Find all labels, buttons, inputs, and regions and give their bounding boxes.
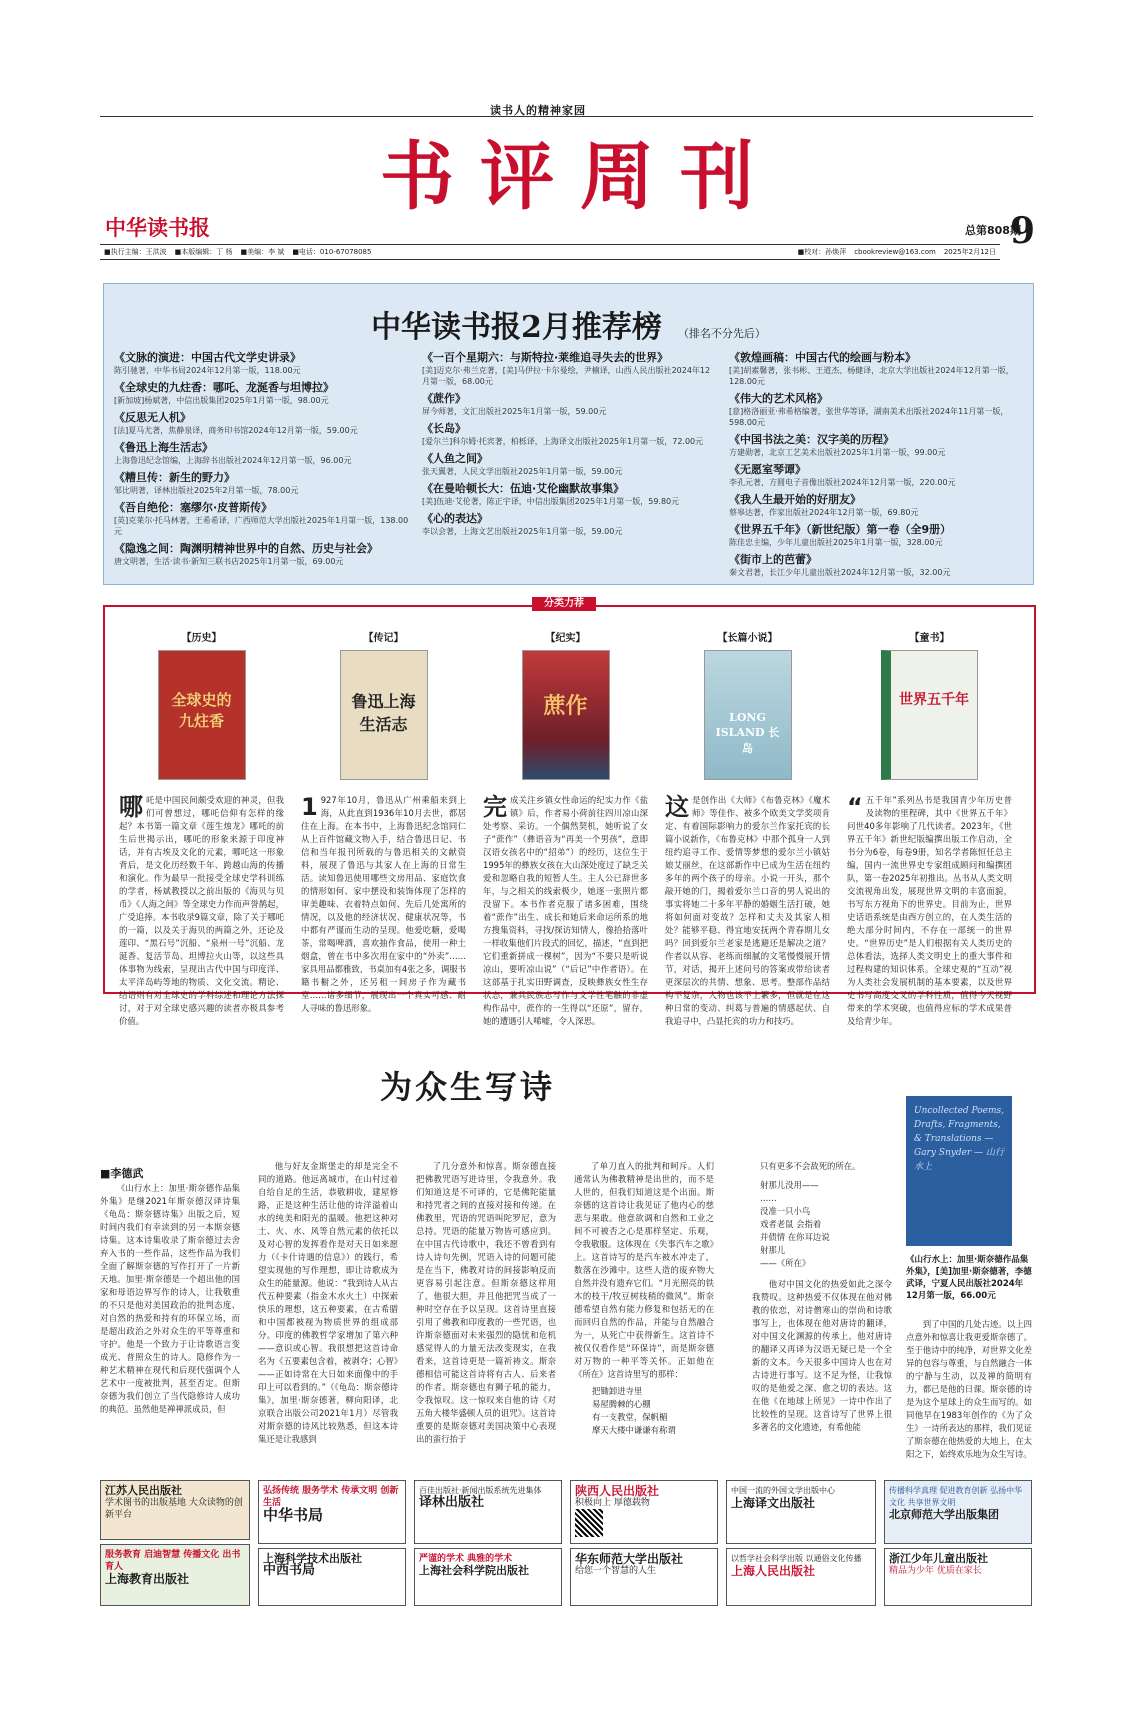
qr-code-icon bbox=[575, 1509, 603, 1537]
ad-shanghai-people: 以哲学社会科学出版 以通俗文化传播 上海人民出版社 bbox=[726, 1548, 876, 1606]
essay-column-4: 了单刀直入的批判和呵斥。人们通常认为佛教精神是出世的，而不是人世的，但我们知道这是个出面。斯奈德的这首诗让我见证了他内心的慈悲与果敢。他意欲调和自然和工业之间不可被否之心是那样坚定、乐观，令我敬服。这体现在《失事汽车之歌》上。这首诗写的是汽车被水冲走了，数落在沙滩中。这些人造的废弃物大自然并没有遗弃它们。“月光照亮的铁木的枝干/牧豆树枝稍的微风”。斯奈德希望自然有能力修复和包括无的在而回归自然的作品，并能与自然融合为一，从死亡中获得新生。这首诗不被仅仅看作是“环保诗”，而是斯奈德对万物的一种平等关怀。正如他在《所在》这首诗里写的那样： 把锄卸进寺里 易屋腾棘的心棚 有一支教堂，保帆楣 摩天大楼中谦谦有称谓 bbox=[574, 1161, 714, 1435]
book-entry: 《无愿室琴谭》 李孔元著，方圆电子音像出版社2024年12月第一版，220.00元 bbox=[729, 463, 956, 487]
category-blurb: 这是创作出《大师》《布鲁克林》《魔术师》等佳作、被多个欧美文学奖项肯定、有着国际影响力的爱尔兰作家托宾的长篇小说新作，《布鲁克林》中那个孤身一人到纽约追寻工作、爱情等梦想的爱尔兰小镇姑娘艾丽丝，在这部新作中已成为生活在纽约多年的两个孩子的母亲。小说一开头，那个敲开她的门，揭着爱尔兰口音的男人说出的事实将她二十多年平静的婚姻生活打破，她将如何面对变故？怎样和丈夫及其家人相处？能够平稳、得宜地安抚两个青春期儿女吗？回到爱尔兰老家是逃避还是解决之道？作者以从容、老练而细腻的文笔慢慢展开情节，对话，揭开上述问号的答案或带给读者更深层次的共情、想象、思考。整部作品结构不复杂，人物也该不上繁多，但就是在这种日常的变动、纠葛与普遍的情感起伏、自我追寻中，凸显托宾的功力和技巧。 bbox=[665, 793, 830, 1026]
book-entry: 《蔗作》 屏今师著，文汇出版社2025年1月第一版，59.00元 bbox=[422, 392, 607, 416]
recommend-column-2 bbox=[422, 351, 717, 542]
ad-yilin: 百佳出版社·新闻出版系统先进集体 译林出版社 bbox=[414, 1480, 562, 1544]
staff-proofreader: ■校对：孙焕萍 bbox=[797, 248, 847, 256]
staff-phone: ■电话：010-67078085 bbox=[292, 248, 372, 256]
staff-editor-in-chief: ■执行主编：王洪波 bbox=[104, 248, 167, 256]
recommend-column-1 bbox=[114, 351, 409, 572]
recommend-note: （排名不分先后） bbox=[677, 327, 766, 340]
publish-date: 2025年2月12日 bbox=[943, 248, 996, 256]
book-cover: 全球史的九炷香 bbox=[158, 650, 246, 780]
book-entry: 《文脉的演进：中国古代文学史讲录》 陈引驰著，中华书局2024年12月第一版，118.00元 bbox=[114, 351, 301, 375]
poem-excerpt: 把锄卸进寺里 易屋腾棘的心棚 有一支教堂，保帆楣 摩天大楼中谦谦有称谓 bbox=[592, 1386, 676, 1435]
essay-column-3: 了几分意外和惊喜。斯奈德直接把佛教咒语写进诗里，令我意外。我们知道这是不可译的，它是佛陀能量和持咒者之间的直接对接和传递。在佛教里，咒语的咒语叫陀罗尼，意为总持。咒语的能量万物皆可感应到。在中国古代诗歌中，我还不曾看到有诗人诗句先例，咒语入诗的问题可能是在当下，佛教对诗的间接影响反而更容易引起注意。但斯奈德这样用了，他很大胆，并且他把咒当成了一种时空存在予以呈现。这首诗里直接引用了佛教和印度教的一些咒语，也许斯奈德面对未来强烈的隐忧和危机感觉得人的力量无法改变现实，在我看来，这首诗更是一篇祈祷文。斯奈德相信可能这首诗将有古人、后来者的作者。斯奈德也有狮子吼的能力，令我惊叹。这一惊叹来自他的诗《对五角大楼华盛顿人员的诅咒》。这首诗重要的是斯奈德对美国决策中心表现出的蛮行抬于 bbox=[416, 1161, 556, 1444]
book-entry: 《糟旦传：新生的野力》 邹比明著，译林出版社2025年2月第一版，78.00元 bbox=[114, 471, 299, 495]
essay-book-cover: Uncollected Poems, Drafts, Fragments, & Translations — Gary Snyder — 山行水上 bbox=[906, 1096, 1012, 1246]
staff-bar bbox=[100, 244, 1000, 260]
book-entry: 《伟大的艺术风格》 [意]格洛丽亚·弗希格编著，张世华等译，湖南美术出版社2024年11月第一版，598.00元 bbox=[729, 392, 1009, 427]
category-blurb: 哪吒是中国民间颇受欢迎的神灵，但我们可曾想过，哪吒信仰有怎样的缘起？本书第一篇文章《莲生烛龙》哪吒的前生后世揭示出，哪吒的形象来源于印度神话，并有古埃及文化的元素，哪吒这一形象背后，是文化历经数千年、跨越山海的传播和演化。作为最早一批接受全球史学科训练的学者，杨斌教授以之前出版的《海贝与贝币》《人海之间》等全球史力作而声誉鹊起，广受追捧。本书收录9篇文章，除了关于哪吒的一篇，以及关于海贝的两篇之外，还论及莲印、“黑石号”沉船、“泉州一号”沉船、龙涎香、复活节岛、坦博拉火山等，以这些具体事物为线索，呈现出古代中国与印度洋、太平洋岛屿等地的物质、文化交流。精论、结语则有对全球史的学科综述和理论方法探讨，对于对全球史感兴趣的读者亦极具参考价值。 bbox=[119, 793, 284, 1026]
book-cover: 蔗作 bbox=[522, 650, 610, 780]
essay-title: 为众生写诗 bbox=[380, 1068, 556, 1106]
ad-shanghai-translation: 中国一流的外国文学出版中心 上海译文出版社 bbox=[726, 1480, 876, 1544]
category-children: 【童书】 世界五千年 “ 五千年”系列丛书是我国青少年历史普及读物的里程碑，其中《世界五千年》问世40多年影响了几代读者。2023年，《世界五千年》新世纪版编撰出版工作启动，全书分为6卷，每卷9册，知名学者陈恒任总主编，国内一流世界史专家组成顾问和编撰团队，第一卷2025年初推出。丛书从人类文明交流视角出发，展现世界文明的丰富面貌，书写东方视角下的世界史。目前为止，世界史话语系统是由西方创立的，在人类生活的绝大部分时间内，不存在一部统一的世界史。“世界历史”是人们根据有关人类历史的总体看法，选择人类文明史上的重大事件和过程构建的知识体系。全球史观的“互动”视为人类社会发展机制的基本要素，以及世界史书写高度交叉的学科性质，值得今天视野带来的学术突破，也值得应标的学术成果普及给青少年。 bbox=[847, 633, 1012, 1026]
category-documentary: 【纪实】 蔗作 完成关注乡镇女性命运的纪实力作《盐镇》后，作者易小荷前往四川凉山深处考察、采访。一个偶然契机，她听说了女子“蔗作”（彝语音为“再美一个男孩”，意即汉语女孩名中的“招弟”）的经历，这位生于1995年的彝族女孩在大山深处度过了缺乏关爱和忽略自我的短暂人生。主人公已辞世多年，与之相关的线索极少，她逐一张照片都没留下。本书作者克服了诸多困难，围绕着“蔗作”出生、成长和她后来命运所系的地方搜集资料，寻找/探访知情人，像拾拾落叶一样收集他们片段式的回忆，描述，“直到把它们重新拼成一棵树”，因为“不要只是听说凉山，要听凉山说”（“后记”中作者语）。在这部基于扎实田野调查，反映彝族女性生存状态，兼具民族志写作与文学性笔触的非虚构作品中，蔗作的一生得以“还原”，留存，她的遭遇引人唏嘘，令人深思。 bbox=[483, 633, 648, 1026]
recommend-title: 中华读书报2月推荐榜 （排名不分先后） bbox=[371, 310, 766, 345]
book-entry: 《全球史的九炷香：哪吒、龙涎香与坦博拉》 [新加坡]杨斌著，中信出版集团2025年1月第一版，98.00元 bbox=[114, 381, 334, 405]
book-entry: 《鲁迅上海生活志》 上海鲁迅纪念馆编，上海辞书出版社2024年12月第一版，96.00元 bbox=[114, 441, 352, 465]
book-entry: 《一百个星期六：与斯特拉·莱维追寻失去的世界》 [美]迈克尔·弗兰克著，[美]马伊拉·卡尔曼绘，尹楠译，山西人民出版社2024年12月第一版，68.00元 bbox=[422, 351, 711, 386]
book-entry: 《我人生最开始的好朋友》 蔡皋达著，作家出版社2024年12月第一版，69.80元 bbox=[729, 493, 919, 517]
category-biography: 【传记】 鲁迅上海生活志 1 927年10月，鲁迅从广州乘船来到上海，从此直到1936年10月去世，都居住在上海。在本书中，上海鲁迅纪念馆同仁从上百件馆藏文物入手，结合鲁迅日记、书信和当年报刊所载的与鲁迅相关的文献资料，展现了鲁迅与其家人在上海的日常生活。读知鲁迅使用哪些文房用品、家庭饮食的情形如何、家中摆设和装饰体现了怎样的审美趣味、衣着特点如何、先后几处寓所的情况，以及他的经济状况、健康状况等，书中都有严谨而生动的呈现。他爱吃糖，爱喝茶，常喝啤酒，喜欢抽作食品，使用一种土烟盒，曾在书中多次用在家中的“外卖”……家具用品都雅致，书桌加有4张之多，调服书籍书橱之外，还另租一间房子作为藏书室……诸多细节，展现出一个真实可感、耐人寻味的鲁迅形象。 bbox=[301, 633, 466, 1013]
ad-shanghai-science: 上海科学技术出版社 中西书局 bbox=[258, 1548, 406, 1606]
top-rule bbox=[100, 116, 1033, 117]
book-entry: 《世界五千年》（新世纪版）第一卷（全9册） 陈佳忠主编，少年儿童出版社2025年1月第一版，328.00元 bbox=[729, 523, 952, 547]
category-novel: 【长篇小说】 LONG ISLAND 长岛 这是创作出《大师》《布鲁克林》《魔术师》等佳作、被多个欧美文学奖项肯定、有着国际影响力的爱尔兰作家托宾的长篇小说新作，《布鲁克林》中那个孤身一人到纽约追寻工作、爱情等梦想的爱尔兰小镇姑娘艾丽丝，在这部新作中已成为生活在纽约多年的两个孩子的母亲。小说一开头，那个敲开她的门，揭着爱尔兰口音的男人说出的事实将她二十多年平静的婚姻生活打破，她将如何面对变故？怎样和丈夫及其家人相处？能够平稳、得宜地安抚两个青春期儿女吗？回到爱尔兰老家是逃避还是解决之道？作者以从容、老练而细腻的文笔慢慢展开情节，对话，揭开上述问号的答案或带给读者更深层次的共情、想象、思考。整部作品结构不复杂，人物也该不上繁多，但就是在这种日常的变动、纠葛与普遍的情感起伏、自我追寻中，凸显托宾的功力和技巧。 bbox=[665, 633, 830, 1026]
book-cover: 鲁迅上海生活志 bbox=[340, 650, 428, 780]
ad-ecnu-press: 华东师范大学出版社 给您一个智慧的人生 bbox=[570, 1548, 718, 1606]
masthead-title: 书评周刊 bbox=[380, 134, 780, 220]
book-entry: 《街市上的芭蕾》 秦文君著，长江少年儿童出版社2024年12月第一版，32.00元 bbox=[729, 553, 951, 577]
book-entry: 《隐逸之间：陶渊明精神世界中的自然、历史与社会》 唐文明著，生活·读书·新知三联书店2025年1月第一版，69.00元 bbox=[114, 542, 378, 566]
recommend-box bbox=[103, 283, 1034, 585]
category-blurb: “ 五千年”系列丛书是我国青少年历史普及读物的里程碑，其中《世界五千年》问世40多年影响了几代读者。2023年，《世界五千年》新世纪版编撰出版工作启动，全书分为6卷，每卷9册，知名学者陈恒任总主编，国内一流世界史专家组成顾问和编撰团队，第一卷2025年初推出。丛书从人类文明交流视角出发，展现世界文明的丰富面貌，书写东方视角下的世界史。目前为止，世界史话语系统是由西方创立的，在人类生活的绝大部分时间内，不存在一部统一的世界史。“世界历史”是人们根据有关人类历史的总体看法，选择人类文明史上的重大事件和过程构建的知识体系。全球史观的“互动”视为人类社会发展机制的基本要素，以及世界史书写高度交叉的学科性质，值得今天视野带来的学术突破，也值得应标的学术成果普及给青少年。 bbox=[847, 793, 1012, 1026]
ad-shaanxi-people: 陕西人民出版社 积极向上 厚德载物 bbox=[570, 1480, 718, 1544]
ad-shanghai-education: 服务教育 启迪智慧 传播文化 出书育人 上海教育出版社 bbox=[100, 1544, 250, 1606]
ad-bnu-publishing: 传播科学真理 促进教育创新 弘扬中华文化 共享世界文明 北京师范大学出版集团 bbox=[884, 1480, 1032, 1544]
book-cover: LONG ISLAND 长岛 bbox=[704, 650, 792, 780]
ad-zhejiang-juvenile: 浙江少年儿童出版社 精品为少年 优质在家长 bbox=[884, 1548, 1032, 1606]
staff-designer: ■美编：李 斌 bbox=[240, 248, 285, 256]
staff-email: cbookreview@163.com bbox=[854, 248, 936, 256]
page-number: 9 bbox=[1010, 210, 1036, 252]
essay-column-6: 到了中国的几处古迹。以上四点意外和惊喜让我更爱斯奈德了。至于他诗中的纯净，对世界文化差异的包容与尊重，与自然融合一体的宁静与生动，以及禅的简明有力，都已是他的日课。斯奈德的诗是为这个星球上的众生而写的。如同他早在1983年创作的《为了众生》一诗所表达的那样，我们见证了斯奈德在他热爱的大地上，在太阳之下，始终欢乐地为众生写诗。 bbox=[906, 1319, 1032, 1459]
ad-jiangsu-people: 江苏人民出版社 学术图书的出版基地 大众读物的创新平台 bbox=[100, 1480, 250, 1540]
book-entry: 《反思无人机》 [法]夏马尤著，焦静泉译，商务印书馆2024年12月第一版，59.00元 bbox=[114, 411, 358, 435]
category-picks-box bbox=[103, 605, 1036, 1026]
essay-column-5: 只有更多不会敌死的所在。 射那儿没用—— …… 没准一只小鸟 戏者老鼠 会指着 并债情 在你耳边说 射那儿 ——《所在》 他对中国文化的热爱如此之深令我赞叹。这种热爱不仅体现在他对佛教的依恋，对诗僧寒山的崇尚和诗歌事写上，也体现在他对唐诗的翻译，对中国文化渊源的传承上。他对唐诗的翻译又再译为汉语无疑已是一个全新的文本。今天很多中国诗人也在对古诗进行事写。这不足为怪，让我惊叹的是他爱之深、愈之切的表达。这在他《在地球上所见》一诗中作出了比较性的呈现。这首诗写了世界上很多著名的文化遗迹，有希他能 bbox=[752, 1161, 892, 1432]
ad-shanghai-social-sciences: 严谨的学术 典雅的学术 上海社会科学院出版社 bbox=[414, 1548, 562, 1606]
essay-column-2: 他与好友金斯堡走的却是完全不同的道路。他远离城市，在山村过着自给自足的生活，恭敬耕收，建屋修路，正是这种生活让他的诗洋溢着山水的纯美和阳光的温暖。他把这种对土、火、水、风等自然元素的依托以及对心智的发挥看作是对天日如来愿力（《卡什诗遇的信息》）的践行，希望实现他的写作理想，即让诗歌成为众生的能量源。他说：“我到诗人从古代五种要素（指金木水火土）中探索快乐的理想，这五种要素，在古希腊和中国都被视为物质世界的组成部分。印度的佛教哲学家增加了第六种——意识或心智。我很想把这首诗命名为《五要素包含着，被剥夺；心智》——正如诗常在大日如来面像中的手印上可以看到的。”（《龟岛：斯奈德诗集》，加里·斯奈德著，柳向阳译，北京联合出版公司2021年1月）尽管我对斯奈德的诗风比较熟悉，但这本诗集还是让我感到 bbox=[258, 1161, 398, 1444]
book-entry: 《长岛》 [爱尔兰]科尔姆·托宾著，柏栎译，上海译文出版社2025年1月第一版，72.00元 bbox=[422, 422, 704, 446]
tagline: 读书人的精神家园 bbox=[490, 104, 586, 117]
essay-author: ■李德武 bbox=[100, 1167, 144, 1180]
book-entry: 《吾自绝伦：塞缪尔·皮普斯传》 [英]克莱尔·托马林著，王希希译，广西师范大学出版社2025年1月第一版，138.00元 bbox=[114, 501, 409, 536]
essay-book-caption: 《山行水上：加里·斯奈德作品集外集》，[美]加里·斯奈德著，李德武译，宁夏人民出版社2024年12月第一版，66.00元 bbox=[906, 1255, 1032, 1301]
ad-zhonghua-book: 弘扬传统 服务学术 传承文明 创新生活 中华书局 bbox=[258, 1480, 406, 1544]
issue-number: 总第808期 bbox=[965, 224, 1021, 237]
recommend-column-3 bbox=[729, 351, 1024, 583]
book-entry: 《人鱼之间》 张天翼著，人民文学出版社2025年1月第一版，59.00元 bbox=[422, 452, 623, 476]
poem-excerpt: 只有更多不会敌死的所在。 射那儿没用—— …… 没准一只小鸟 戏者老鼠 会指着 并债情 在你耳边说 射那儿 ——《所在》 bbox=[760, 1161, 861, 1268]
staff-editor: ■本版编辑：丁 杨 bbox=[174, 248, 233, 256]
category-blurb: 1 927年10月，鲁迅从广州乘船来到上海，从此直到1936年10月去世，都居住在上海。在本书中，上海鲁迅纪念馆同仁从上百件馆藏文物入手，结合鲁迅日记、书信和当年报刊所载的与鲁迅相关的文献资料，展现了鲁迅与其家人在上海的日常生活。读知鲁迅使用哪些文房用品、家庭饮食的情形如何、家中摆设和装饰体现了怎样的审美趣味、衣着特点如何、先后几处寓所的情况，以及他的经济状况、健康状况等，书中都有严谨而生动的呈现。他爱吃糖，爱喝茶，常喝啤酒，喜欢抽作食品，使用一种土烟盒，曾在书中多次用在家中的“外卖”……家具用品都雅致，书桌加有4张之多，调服书籍书橱之外，还另租一间房子作为藏书室……诸多细节，展现出一个真实可感、耐人寻味的鲁迅形象。 bbox=[301, 793, 466, 1013]
book-entry: 《中国书法之美：汉字美的历程》 方建勋著，北京工艺美术出版社2025年1月第一版，99.00元 bbox=[729, 433, 946, 457]
category-tag: 分类力荐 bbox=[532, 597, 596, 611]
book-cover: 世界五千年 bbox=[881, 650, 978, 780]
book-entry: 《在曼哈顿长大：伍迪·艾伦幽默故事集》 [美]伍迪·艾伦著，陈正宇译，中信出版集团2025年1月第一版，59.80元 bbox=[422, 482, 680, 506]
book-entry: 《心的表达》 李以会著，上海文艺出版社2025年1月第一版，59.00元 bbox=[422, 512, 623, 536]
book-entry: 《敦煌画稿：中国古代的绘画与粉本》 [美]胡素馨著，张书彬、王道杰、杨健译，北京大学出版社2024年12月第一版，128.00元 bbox=[729, 351, 1014, 386]
category-blurb: 完成关注乡镇女性命运的纪实力作《盐镇》后，作者易小荷前往四川凉山深处考察、采访。一个偶然契机，她听说了女子“蔗作”（彝语音为“再美一个男孩”，意即汉语女孩名中的“招弟”）的经历，这位生于1995年的彝族女孩在大山深处度过了缺乏关爱和忽略自我的短暂人生。主人公已辞世多年，与之相关的线索极少，她逐一张照片都没留下。本书作者克服了诸多困难，围绕着“蔗作”出生、成长和她后来命运所系的地方搜集资料，寻找/探访知情人，像拾拾落叶一样收集他们片段式的回忆，描述，“直到把它们重新拼成一棵树”，因为“不要只是听说凉山，要听凉山说”（“后记”中作者语）。在这部基于扎实田野调查，反映彝族女性生存状态，兼具民族志写作与文学性笔触的非虚构作品中，蔗作的一生得以“还原”，留存，她的遭遇引人唏嘘，令人深思。 bbox=[483, 793, 648, 1026]
newspaper-logo: 中华读书报 bbox=[105, 215, 210, 240]
category-history: 【历史】 全球史的九炷香 哪吒是中国民间颇受欢迎的神灵，但我们可曾想过，哪吒信仰有怎样的缘起？本书第一篇文章《莲生烛龙》哪吒的前生后世揭示出，哪吒的形象来源于印度神话，并有古埃及文化的元素，哪吒这一形象背后，是文化历经数千年、跨越山海的传播和演化。作为最早一批接受全球史学科训练的学者，杨斌教授以之前出版的《海贝与贝币》《人海之间》等全球史力作而声誉鹊起，广受追捧。本书收录9篇文章，除了关于哪吒的一篇，以及关于海贝的两篇之外，还论及莲印、“黑石号”沉船、“泉州一号”沉船、龙涎香、复活节岛、坦博拉火山等，以这些具体事物为线索，呈现出古代中国与印度洋、太平洋岛屿等地的物质、文化交流。精论、结语则有对全球史的学科综述和理论方法探讨，对于对全球史感兴趣的读者亦极具参考价值。 bbox=[119, 633, 284, 1026]
essay-column-1: 《山行水上：加里·斯奈德作品集外集》是继2021年斯奈德汉译诗集《龟岛：斯奈德诗集》出版之后，短时间内我们有幸读到的另一本斯奈德诗集。这本诗集收录了斯奈德过去舍弃入书的一些作品，这些作品为我们全面了解斯奈德的写作打开了一片新天地。加里·斯奈德是一个超出他的国家和母语边界写作的诗人，让我敬重的不只是他对美国政治的批判态度、对自然的热爱和持有的环保立场，而是超出政治之外对众生的平等尊重和守护。他是一个致力于让诗歌语言变成光、普照众生的诗人。隐修作为一种艺术精神在现代和后现代强调个人艺术中一度被批判，甚至否定。但斯奈德为我们创立了当代隐修诗人成功的典范。虽然他是禅禅派成员，但 bbox=[100, 1183, 240, 1414]
